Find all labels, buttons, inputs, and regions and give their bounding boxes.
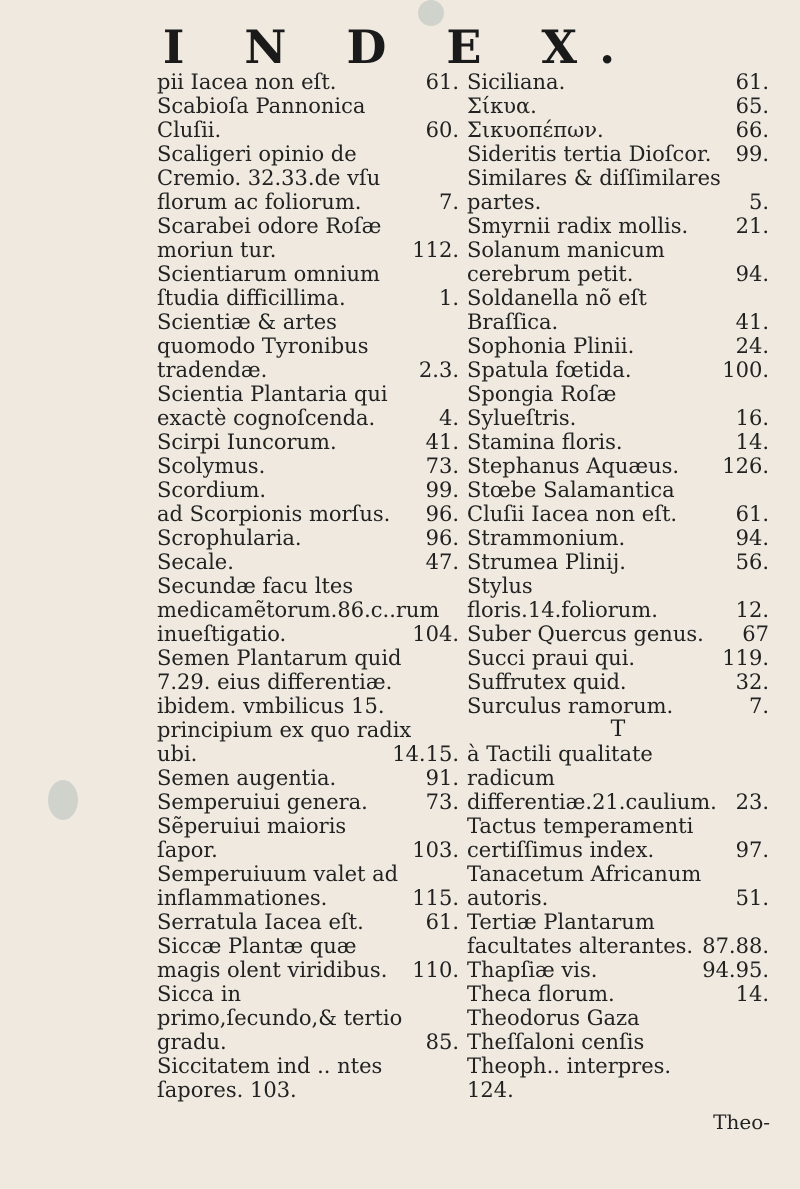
index-entry <box>157 526 459 550</box>
index-entry <box>467 118 769 142</box>
entry-text: Spongia Roſæ Sylueſtris. <box>467 382 617 430</box>
entry-page: 73. <box>425 790 459 814</box>
index-entry <box>157 910 459 934</box>
entry-text: Tertiæ Plantarum facultates alterantes. <box>467 910 694 958</box>
index-entry <box>467 478 769 526</box>
entry-page: 23. <box>735 790 769 814</box>
entry-text: à Tactili qualitate radicum differentiæ.21.caulium. <box>467 742 717 814</box>
entry-page: 91. <box>425 766 459 790</box>
entry-text: Strammonium. <box>467 526 626 550</box>
index-entry <box>157 646 459 766</box>
entry-text: Solanum manicum cerebrum petit. <box>467 238 665 286</box>
entry-text: pii Iacea non eſt. <box>157 70 337 94</box>
entry-text: Similares & diſſimilares partes. <box>467 166 721 214</box>
entry-page: 47. <box>425 550 459 574</box>
entry-page: 85. <box>425 1030 459 1054</box>
entry-page: 1. <box>438 286 459 310</box>
entry-text: Sicca in primo,ſecundo,& tertio gradu. <box>157 982 403 1054</box>
index-entry <box>467 214 769 238</box>
entry-text: Secundæ facu ltes medicamẽtorum.86.c..rum inueſtigatio. <box>157 574 440 646</box>
entry-page: 94.95. <box>702 958 769 982</box>
entry-page: 103. <box>412 838 459 862</box>
index-entry <box>157 454 459 478</box>
entry-text: Theca florum. <box>467 982 615 1006</box>
index-entry <box>467 550 769 574</box>
index-entry <box>157 478 459 502</box>
entry-page: 94. <box>735 526 769 550</box>
entry-page: 16. <box>735 406 769 430</box>
entry-text: Siccæ Plantæ quæ magis olent viridibus. <box>157 934 388 982</box>
entry-text: Surculus ramorum. <box>467 694 674 718</box>
entry-text: Smyrnii radix mollis. <box>467 214 689 238</box>
entry-text: Soldanella nõ eſt Braſſica. <box>467 286 647 334</box>
entry-page: 61. <box>735 70 769 94</box>
index-entry <box>157 1054 459 1102</box>
ink-blot-mark <box>48 780 78 820</box>
right-column <box>467 70 769 1102</box>
entry-text: Strumea Plinij. <box>467 550 626 574</box>
entry-text: Stamina floris. <box>467 430 623 454</box>
entry-page: 7. <box>438 190 459 214</box>
index-entry <box>157 982 459 1054</box>
index-entry <box>467 814 769 862</box>
entry-text: Theodorus Gaza Theſſaloni cenſis Theoph.. interpres. 124. <box>467 1006 672 1102</box>
entry-page: 100. <box>722 358 769 382</box>
index-entry <box>157 766 459 790</box>
entry-page: 61. <box>425 70 459 94</box>
entry-page: 5. <box>748 190 769 214</box>
entry-text: Spatula fœtida. <box>467 358 632 382</box>
entry-text: Secale. <box>157 550 234 574</box>
index-entry <box>157 790 459 814</box>
entry-text: Scirpi Iuncorum. <box>157 430 337 454</box>
entry-text: Suber Quercus genus. <box>467 622 704 646</box>
entry-text: Stylus floris.14.foliorum. <box>467 574 658 622</box>
entry-text: Scientiæ & artes quomodo Tyronibus tradendæ. <box>157 310 369 382</box>
entry-text: Succi praui qui. <box>467 646 636 670</box>
entry-page: 99. <box>735 142 769 166</box>
entry-text: Stœbe Salamantica Cluſii Iacea non eſt. <box>467 478 678 526</box>
index-entry <box>467 742 769 814</box>
entry-page: 119. <box>722 646 769 670</box>
entry-page: 60. <box>425 118 459 142</box>
index-entry <box>157 214 459 262</box>
entry-text: ad Scorpionis morſus. <box>157 502 391 526</box>
entry-text: Siccitatem ind .. ntes ſapores. 103. <box>157 1054 383 1102</box>
entry-page: 32. <box>735 670 769 694</box>
entry-page: 104. <box>412 622 459 646</box>
entry-page: 94. <box>735 262 769 286</box>
entry-page: 96. <box>425 526 459 550</box>
entry-text: Serratula Iacea eſt. <box>157 910 364 934</box>
entry-page: 7. <box>748 694 769 718</box>
entry-page: 41. <box>735 310 769 334</box>
index-entry <box>467 646 769 670</box>
index-entry <box>467 238 769 286</box>
index-entry <box>467 1006 769 1102</box>
index-entry <box>467 622 769 646</box>
entry-page: 115. <box>412 886 459 910</box>
entry-page: 56. <box>735 550 769 574</box>
entry-page: 97. <box>735 838 769 862</box>
entry-page: 14.15. <box>392 742 459 766</box>
entry-text: Sophonia Plinii. <box>467 334 635 358</box>
catchword: Theo- <box>713 1110 770 1134</box>
entry-text: Sẽperuiui maioris ſapor. <box>157 814 347 862</box>
entry-page: 24. <box>735 334 769 358</box>
entry-text: Scarabei odore Roſæ moriun tur. <box>157 214 382 262</box>
entry-text: Tanacetum Africanum autoris. <box>467 862 702 910</box>
index-entry <box>157 310 459 382</box>
entry-page: 65. <box>735 94 769 118</box>
entry-page: 61. <box>735 502 769 526</box>
index-entry <box>467 670 769 694</box>
index-entry <box>157 142 459 214</box>
entry-page: 110. <box>412 958 459 982</box>
entry-page: 14. <box>735 430 769 454</box>
entry-text: Stephanus Aquæus. <box>467 454 680 478</box>
entry-text: Semen Plantarum quid 7.29. eius differentiæ. ibidem. vmbilicus 15. principium ex quo radix ubi. <box>157 646 412 766</box>
index-entry <box>467 982 769 1006</box>
index-entry <box>157 382 459 430</box>
entry-text: Suffrutex quid. <box>467 670 627 694</box>
index-entry <box>157 262 459 310</box>
entry-text: Scabioſa Pannonica Cluſii. <box>157 94 366 142</box>
entry-page: 67 <box>742 622 769 646</box>
entry-text: Scaligeri opinio de Cremio. 32.33.de vſu florum ac foliorum. <box>157 142 381 214</box>
section-letter: T <box>610 717 626 742</box>
entry-page: 12. <box>735 598 769 622</box>
index-entry <box>467 694 769 718</box>
left-column <box>157 70 459 1102</box>
index-entry <box>157 94 459 142</box>
entry-page: 87.88. <box>702 934 769 958</box>
entry-text: Siciliana. <box>467 70 566 94</box>
index-entry <box>157 574 459 646</box>
index-entry <box>467 334 769 358</box>
index-entry <box>467 358 769 382</box>
entry-page: 96. <box>425 502 459 526</box>
index-entry <box>467 286 769 334</box>
entry-page: 61. <box>425 910 459 934</box>
entry-text: Scientiarum omnium ſtudia difficillima. <box>157 262 380 310</box>
index-entry <box>157 934 459 982</box>
entry-page: 41. <box>425 430 459 454</box>
index-entry <box>467 526 769 550</box>
entry-text: Scientia Plantaria qui exactè cognoſcenda. <box>157 382 388 430</box>
index-entry <box>467 454 769 478</box>
entry-page: 126. <box>722 454 769 478</box>
entry-page: 73. <box>425 454 459 478</box>
index-entry <box>467 142 769 166</box>
entry-page: 99. <box>425 478 459 502</box>
index-entry <box>467 430 769 454</box>
entry-text: Semen augentia. <box>157 766 337 790</box>
entry-page: 14. <box>735 982 769 1006</box>
entry-page: 66. <box>735 118 769 142</box>
index-entry <box>157 502 459 526</box>
entry-text: Semperuiuum valet ad inflammationes. <box>157 862 399 910</box>
index-entry <box>467 94 769 118</box>
index-entry <box>467 910 769 958</box>
entry-text: Σίκυα. <box>467 94 537 118</box>
entry-page: 112. <box>412 238 459 262</box>
entry-page: 51. <box>735 886 769 910</box>
entry-text: Scrophularia. <box>157 526 302 550</box>
entry-text: Scolymus. <box>157 454 266 478</box>
entry-page: 4. <box>438 406 459 430</box>
entry-text: Sideritis tertia Dioſcor. <box>467 142 712 166</box>
index-entry <box>467 862 769 910</box>
entry-text: Thapſiæ vis. <box>467 958 598 982</box>
entry-text: Tactus temperamenti certiſſimus index. <box>467 814 694 862</box>
index-entry <box>157 430 459 454</box>
index-entry <box>467 70 769 94</box>
entry-page: 2.3. <box>418 358 459 382</box>
index-entry <box>467 166 769 214</box>
ink-blot-mark <box>418 0 444 26</box>
index-entry <box>157 814 459 862</box>
entry-text: Scordium. <box>157 478 267 502</box>
entry-page: 21. <box>735 214 769 238</box>
index-entry <box>467 574 769 622</box>
page-header: I N D E X. <box>162 20 638 74</box>
entry-text: Σικυοπέπων. <box>467 118 604 142</box>
index-entry <box>157 550 459 574</box>
index-entry <box>467 382 769 430</box>
index-entry <box>157 70 459 94</box>
entry-text: Semperuiui genera. <box>157 790 368 814</box>
index-entry <box>467 958 769 982</box>
index-entry <box>157 862 459 910</box>
